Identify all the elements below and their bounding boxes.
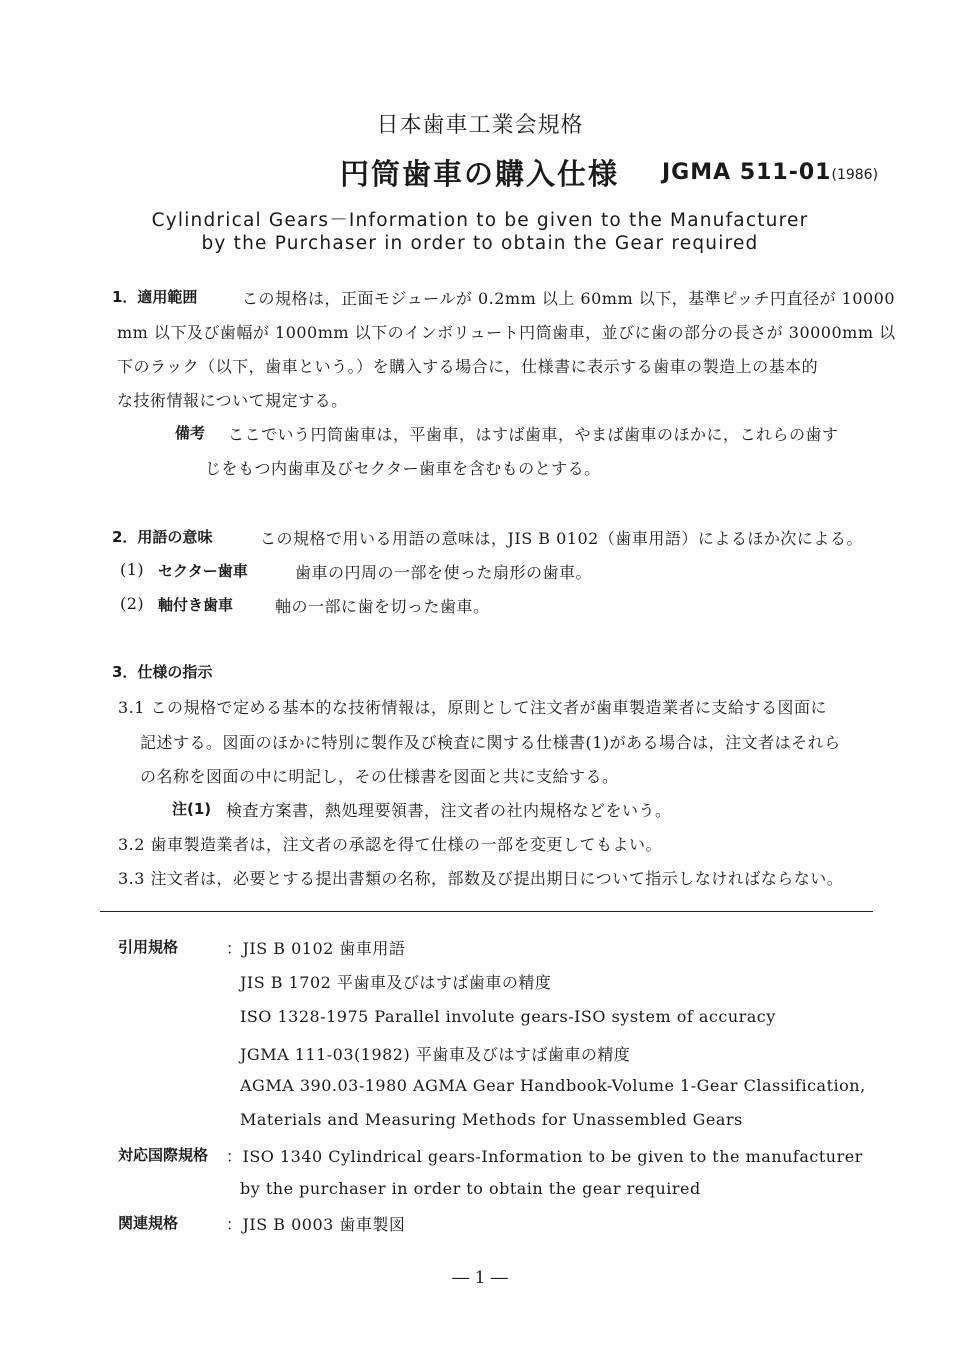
term-2-number: (2) <box>120 594 145 613</box>
cited-standard-3: ISO 1328-1975 Parallel involute gears-ISO system of accuracy <box>240 1007 776 1026</box>
cited-standard-1: ：JIS B 0102 歯車用語 <box>226 939 406 958</box>
cited-standard-4: JGMA 111-03(1982) 平歯車及びはすば歯車の精度 <box>240 1045 631 1064</box>
remark-line-1: ここでいう円筒歯車は，平歯車，はすば歯車，やまば歯車のほかに，これらの歯す <box>228 425 839 444</box>
term-1-number: (1) <box>120 560 145 579</box>
page-number: ― 1 ― <box>452 1268 508 1288</box>
term-2-name: 軸付き歯車 <box>158 596 234 614</box>
term-1-name: セクター歯車 <box>158 562 248 580</box>
cited-standard-5: AGMA 390.03-1980 AGMA Gear Handbook-Volume 1-Gear Classification, <box>240 1076 866 1095</box>
note-text: 検査方案書，熱処理要領書，注文者の社内規格などをいう。 <box>226 801 672 820</box>
standard-code <box>662 160 878 185</box>
english-title-line-2: by the Purchaser in order to obtain the Gear required <box>201 233 759 254</box>
section-1-line-4: な技術情報について規定する。 <box>117 391 348 410</box>
cited-standard-5-continued: Materials and Measuring Methods for Unassembled Gears <box>240 1110 743 1129</box>
related-standard-1: ：JIS B 0003 歯車製図 <box>226 1215 406 1234</box>
clause-3-1-line-3: の名称を図面の中に明記し，その仕様書を図面と共に支給する。 <box>140 767 619 786</box>
section-1-line-3: 下のラック（以下，歯車という。）を購入する場合に，仕様書に表示する歯車の製造上の基本的 <box>117 357 819 376</box>
term-1-definition: 歯車の円周の一部を使った扇形の歯車。 <box>295 563 593 582</box>
document-title: 円筒歯車の購入仕様 <box>340 157 620 191</box>
clause-3-1-line-1: 3.1 この規格で定める基本的な技術情報は，原則として注文者が歯車製造業者に支給する図面に <box>118 698 828 717</box>
standard-year: (1986) <box>831 167 879 183</box>
section-3-heading: 3．仕様の指示 <box>112 663 213 681</box>
note-label: 注(1) <box>172 800 212 818</box>
section-2-intro: この規格で用いる用語の意味は，JIS B 0102（歯車用語）によるほか次による。 <box>260 529 863 548</box>
remark-line-2: じをもつ内歯車及びセクター歯車を含むものとする。 <box>205 459 601 478</box>
section-2-heading: 2．用語の意味 <box>112 528 213 546</box>
section-1-line-2: mm 以下及び歯幅が 1000mm 以下のインボリュート円筒歯車，並びに歯の部分の長さが 30000mm 以 <box>117 323 896 342</box>
clause-3-1-line-2: 記述する。図面のほかに特別に製作及び検査に関する仕様書(1)がある場合は，注文者はそれら <box>140 733 841 752</box>
term-2-definition: 軸の一部に歯を切った歯車。 <box>275 597 490 616</box>
english-title-line-1: Cylindrical Gears－Information to be given to the Manufacturer <box>151 210 809 231</box>
cited-standard-2: JIS B 1702 平歯車及びはすば歯車の精度 <box>240 973 552 992</box>
section-1-line-1: この規格は，正面モジュールが 0.2mm 以上 60mm 以下，基準ピッチ円直径が 10000 <box>242 289 896 308</box>
international-standard-1: ：ISO 1340 Cylindrical gears-Information to be given to the manufacturer <box>226 1147 863 1166</box>
standard-number: JGMA 511-01 <box>662 160 832 185</box>
cited-standards-label: 引用規格 <box>118 938 179 956</box>
international-standard-1-continued: by the purchaser in order to obtain the gear required <box>240 1179 701 1198</box>
section-1-heading: 1．適用範囲 <box>112 288 198 306</box>
international-standard-label: 対応国際規格 <box>118 1146 209 1164</box>
related-standard-label: 関連規格 <box>118 1214 179 1232</box>
clause-3-2: 3.2 歯車製造業者は，注文者の承認を得て仕様の一部を変更してもよい。 <box>118 835 663 854</box>
divider-rule <box>100 911 873 912</box>
clause-3-3: 3.3 注文者は，必要とする提出書類の名称，部数及び提出期日について指示しなければならない。 <box>118 869 844 888</box>
remark-label: 備考 <box>175 424 206 442</box>
organization-name: 日本歯車工業会規格 <box>376 113 584 138</box>
